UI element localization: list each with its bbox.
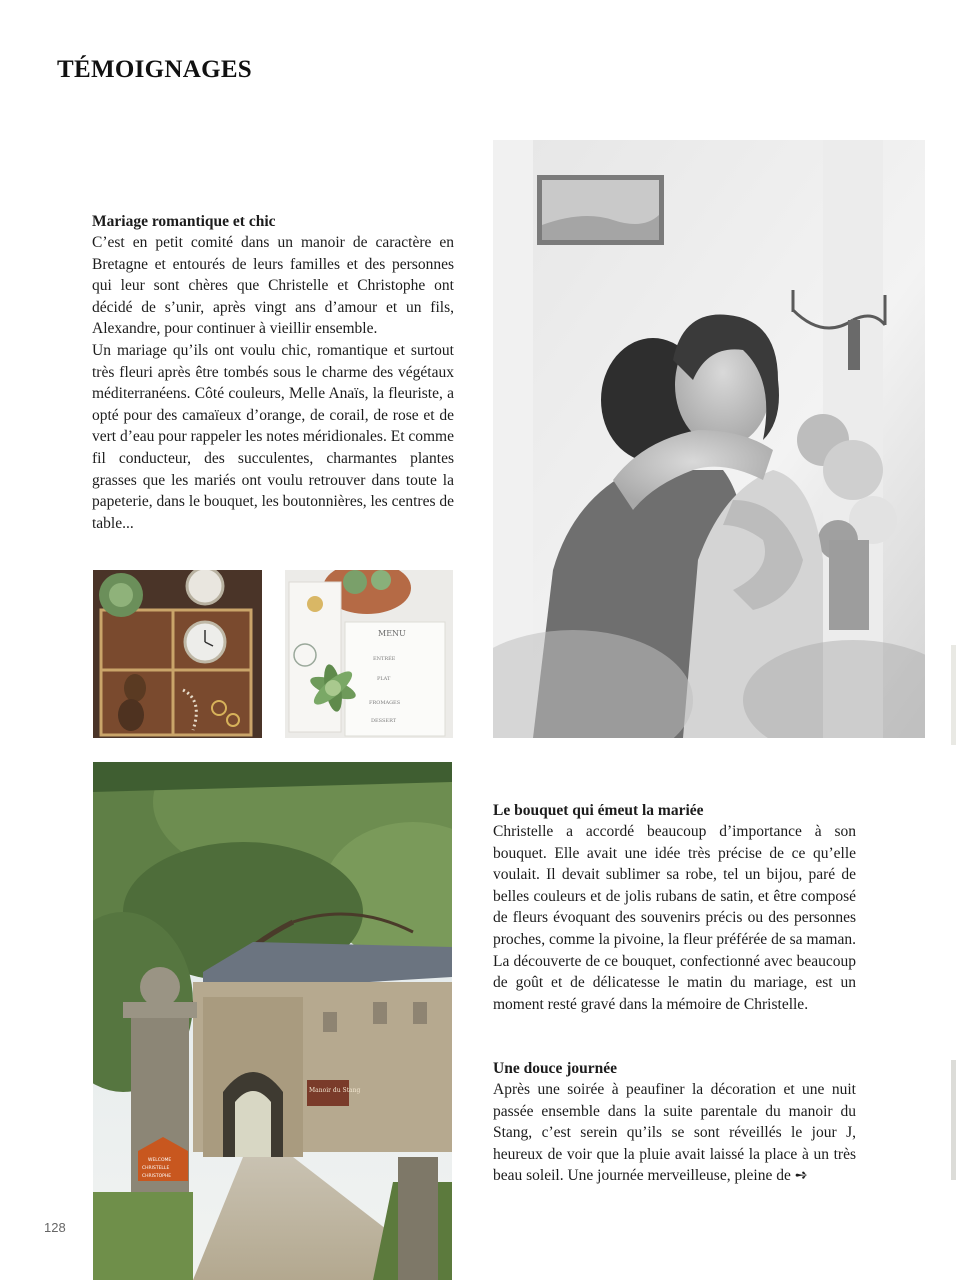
hug-photo — [493, 140, 925, 738]
facing-page-edge — [951, 645, 956, 745]
welcome-sign-line: CHRISTOPHE — [142, 1174, 172, 1179]
article-section-romantic-wedding — [92, 211, 454, 534]
section-paragraph: Christelle a accordé beaucoup d’importance à son bouquet. Elle avait une idée très précise de ce qu’elle voulait. Il devait sublimer sa robe, tel un bijou, paré de belles couleurs et de jolis rubans de satin, et être composé de fleurs évoquant des souvenirs précis ou des personnes proches, comme la pivoine, la fleur préférée de sa maman. La découverte de ce bouquet, confectionné avec beaucoup de goût et de délicatesse le matin du mariage, est un moment resté gravé dans la mémoire de Christelle. — [493, 823, 856, 1013]
menu-card-photo — [285, 570, 453, 738]
menu-course: FROMAGES — [369, 700, 401, 706]
section-paragraph: Un mariage qu’ils ont voulu chic, romantique et surtout très fleuri après être tombés sous le charme des végétaux méditerranéens. Côté couleurs, Melle Anaïs, la fleuriste, a opté pour des camaïeux d’orange, de corail, de rose et de vert d’eau pour rappeler les notes méridionales. Et comme fil conducteur, des succulentes, charmantes plantes grasses que les mariés ont voulu retrouver dans toute la papeterie, dans le bouquet, les boutonnières, les centres de table... — [92, 341, 454, 532]
section-heading: Une douce journée — [493, 1060, 617, 1077]
article-section-sweet-day — [493, 1058, 856, 1187]
section-paragraph: Après une soirée à peaufiner la décoration et une nuit passée ensemble dans la suite parentale du manoir du Stang, c’est serein qu’ils se sont réveillés le jour J, heureux de voir que la pluie avait laissé la place à un très beau soleil. Une journée merveilleuse, pleine de ➺ — [493, 1081, 856, 1185]
welcome-sign-line: WELCOME — [148, 1158, 172, 1163]
watch-box-photo — [93, 570, 262, 738]
section-title: TÉMOIGNAGES — [57, 56, 252, 83]
manor-sign: Manoir du Stang — [309, 1087, 361, 1094]
manor-photo — [93, 762, 452, 1280]
menu-title: MENU — [378, 629, 406, 638]
welcome-sign-line: CHRISTELLE — [142, 1166, 170, 1171]
section-heading: Mariage romantique et chic — [92, 213, 276, 230]
article-section-bouquet — [493, 800, 856, 1015]
page-number: 128 — [44, 1220, 66, 1235]
section-paragraph: C’est en petit comité dans un manoir de caractère en Bretagne et entourés de leurs familles et des personnes qui leur sont chères que Christelle et Christophe ont décidé de s’unir, après vingt ans d’amour et un fils, Alexandre, pour continuer à vieillir ensemble. — [92, 234, 454, 338]
menu-course: DESSERT — [371, 718, 397, 724]
menu-course: PLAT — [377, 676, 391, 682]
section-heading: Le bouquet qui émeut la mariée — [493, 802, 704, 819]
facing-page-edge — [951, 1060, 956, 1180]
menu-course: ENTRÉE — [373, 656, 396, 662]
